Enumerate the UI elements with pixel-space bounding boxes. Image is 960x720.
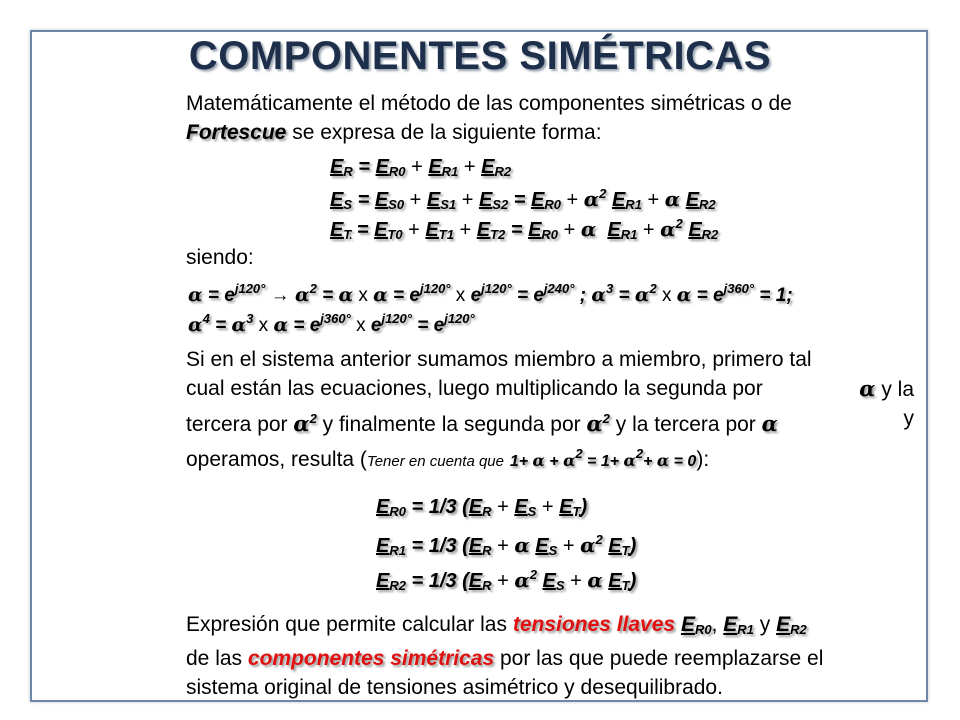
closing-paragraph — [186, 610, 914, 702]
equation-et: $E_T = E_{T0} + E_{T1} + E_{T2} = E_{R0} + \alpha$ $E_{R1} + \alpha^2$ $E_{R2}$ — [330, 216, 719, 242]
alpha-definition-line-2: $\alpha^4 = \alpha^3$ x $\alpha = e^{j360^\circ}$ x $e^{j120^\circ} = e^{j120^\circ}$ — [188, 311, 475, 336]
closing-line-3: sistema original de tensiones asimétrico y desequilibrado. — [186, 676, 723, 699]
intro-paragraph — [186, 89, 914, 147]
intro-line-2-rest: se expresa de la siguiente forma: — [286, 121, 602, 144]
result-equation-er0: $E_{R0} = 1/3$ $(E_R + E_S + E_T)$ — [376, 496, 588, 519]
equation-er: $E_R = E_{R0} + E_{R1} + E_{R2}$ — [330, 156, 512, 179]
closing-line-1: Expresión que permite calcular las tensiones llaves $E_{R0}$, $E_{R1}$ y $E_{R2}$ — [186, 613, 807, 637]
explanation-line-2: cual están las ecuaciones, luego multiplicando la segunda por α y la — [186, 376, 914, 401]
explanation-line-4: operamos, resulta (Tener en cuenta que $1+ \alpha + \alpha^2 = 1+ \alpha^2+ \alpha = 0$): — [186, 446, 710, 471]
result-equation-er2: $E_{R2} = 1/3$ ($E_R + \alpha^2$ $E_S + \alpha$ $E_T$) — [376, 567, 637, 593]
closing-line-2: de las componentes simétricas por las que puede reemplazarse el — [186, 647, 824, 670]
siendo-label: siendo: — [186, 246, 254, 269]
alpha-definition-line-1: $\alpha = e^{j120^\circ} \to \alpha^2 = \alpha$ x $\alpha = e^{j120^\circ}$ x $e^{j120^\circ} = e^{j240^\circ}$ ; $\alpha^3 = \alpha^2$ x $\alpha = e^{j360^\circ} = 1$; — [188, 281, 793, 306]
page-title: COMPONENTES SIMÉTRICAS — [188, 34, 772, 78]
note-text: Tener en cuenta que — [366, 453, 504, 470]
fortescue-term: Fortescue — [186, 121, 287, 144]
equation-es: $E_S = E_{S0} + E_{S1} + E_{S2} = E_{R0} + \alpha^2$ $E_{R1} + \alpha$ $E_{R2}$ — [330, 186, 716, 212]
explanation-line-1: Si en el sistema anterior sumamos miembro a miembro, primero tal — [186, 348, 812, 371]
tensiones-llaves-term: tensiones llaves — [512, 613, 676, 636]
intro-line-1: Matemáticamente el método de las componentes simétricas o de — [186, 92, 792, 115]
explanation-paragraph — [186, 345, 914, 476]
componentes-simetricas-term: componentes simétricas — [247, 647, 495, 670]
result-equation-er1: $E_{R1} = 1/3$ ($E_R + \alpha$ $E_S + \alpha^2$ $E_T$) — [376, 532, 637, 558]
explanation-line-3: tercera por $\alpha^2$ y finalmente la segunda por $\alpha^2$ y la tercera por α y — [186, 407, 914, 436]
intro-line-2 — [186, 118, 914, 147]
